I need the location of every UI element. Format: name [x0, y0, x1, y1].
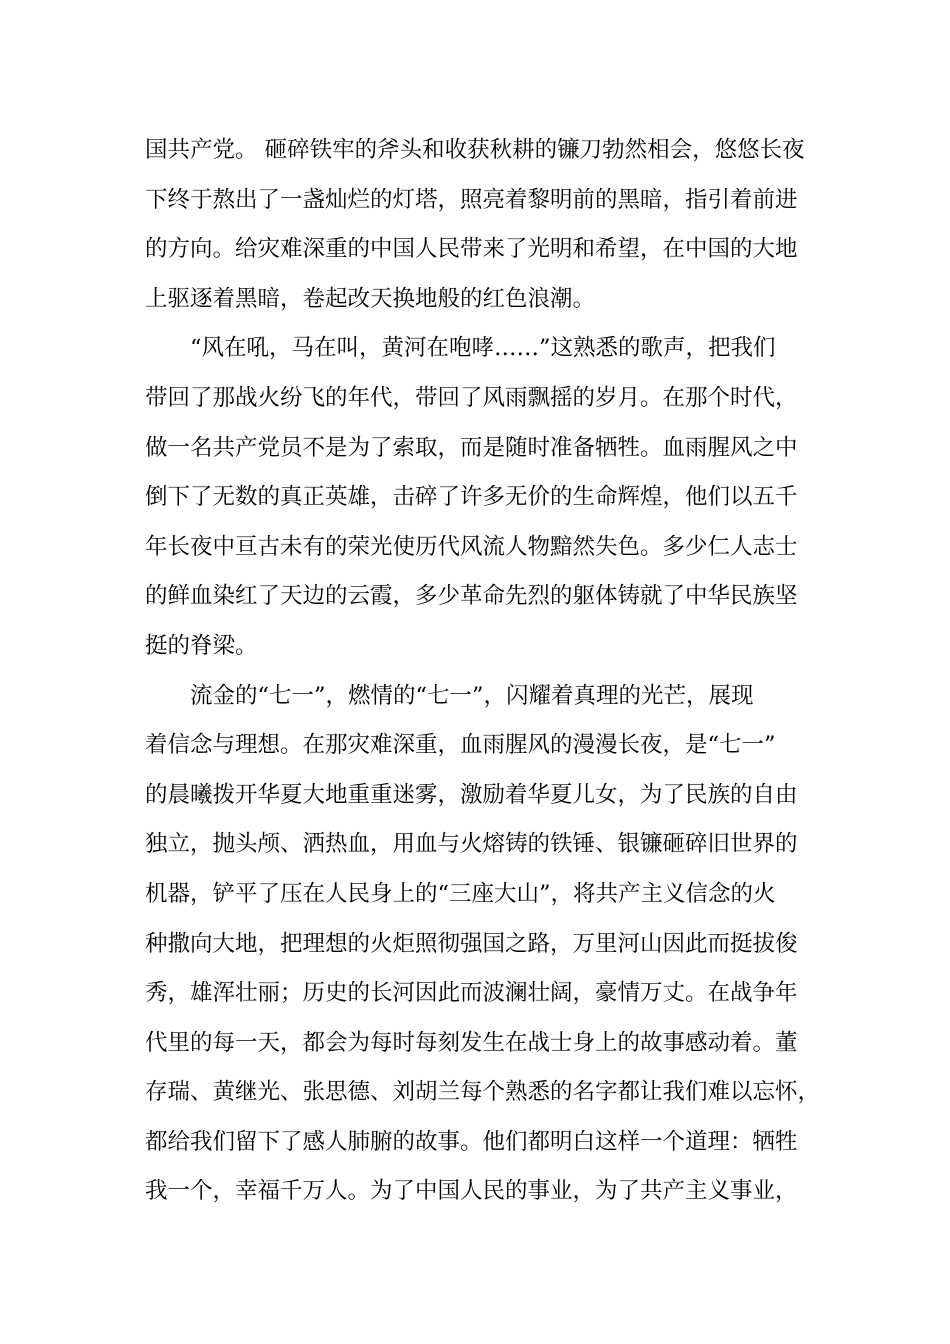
- body-text: [145, 126, 825, 1217]
- text-line: 存瑞、黄继光、张思德、刘胡兰每个熟悉的名字都让我们难以忘怀，: [145, 1079, 821, 1106]
- text-line: 下终于熬出了一盏灿烂的灯塔，照亮着黎明前的黑暗，指引着前进: [145, 186, 798, 213]
- text-line: “风在吼，马在叫，黄河在咆哮……”这熟悉的歌声，把我们: [190, 335, 776, 362]
- text-line: 我一个，幸福千万人。为了中国人民的事业，为了共产主义事业，: [145, 1178, 798, 1205]
- text-line: 独立，抛头颅、洒热血，用血与火熔铸的铁锤、银镰砸碎旧世界的: [145, 831, 798, 858]
- text-line: 流金的“七一”，燃情的“七一”，闪耀着真理的光芒，展现: [190, 682, 754, 709]
- text-line: 的晨曦拨开华夏大地重重迷雾，激励着华夏儿女，为了民族的自由: [145, 781, 798, 808]
- text-line: 的鲜血染红了天边的云霞，多少革命先烈的躯体铸就了中华民族坚: [145, 583, 798, 610]
- text-line: 上驱逐着黑暗，卷起改天换地般的红色浪潮。: [145, 285, 596, 312]
- text-line: 秀，雄浑壮丽；历史的长河因此而波澜壮阔，豪情万丈。在战争年: [145, 980, 798, 1007]
- text-line: 机器，铲平了压在人民身上的“三座大山”，将共产主义信念的火: [145, 880, 776, 907]
- text-line: 都给我们留下了感人肺腑的故事。他们都明白这样一个道理：牺牲: [145, 1128, 798, 1155]
- text-line: 挺的脊梁。: [145, 632, 258, 659]
- text-line: 种撒向大地，把理想的火炬照彻强国之路，万里河山因此而挺拔俊: [145, 930, 798, 957]
- text-line: 做一名共产党员不是为了索取，而是随时准备牺牲。血雨腥风之中: [145, 434, 798, 461]
- text-line: 国共产党。 砸碎铁牢的斧头和收获秋耕的镰刀勃然相会，悠悠长夜: [145, 137, 805, 163]
- text-line: 年长夜中亘古未有的荣光使历代风流人物黯然失色。多少仁人志士: [145, 533, 798, 560]
- text-line: 着信念与理想。在那灾难深重，血雨腥风的漫漫长夜，是“七一”: [145, 732, 776, 759]
- text-line: 的方向。给灾难深重的中国人民带来了光明和希望，在中国的大地: [145, 236, 798, 263]
- text-line: 带回了那战火纷飞的年代，带回了风雨飘摇的岁月。在那个时代，: [145, 384, 798, 411]
- text-line: 倒下了无数的真正英雄，击碎了许多无价的生命辉煌，他们以五千: [145, 484, 798, 511]
- text-line: 代里的每一天，都会为每时每刻发生在战士身上的故事感动着。董: [145, 1029, 798, 1056]
